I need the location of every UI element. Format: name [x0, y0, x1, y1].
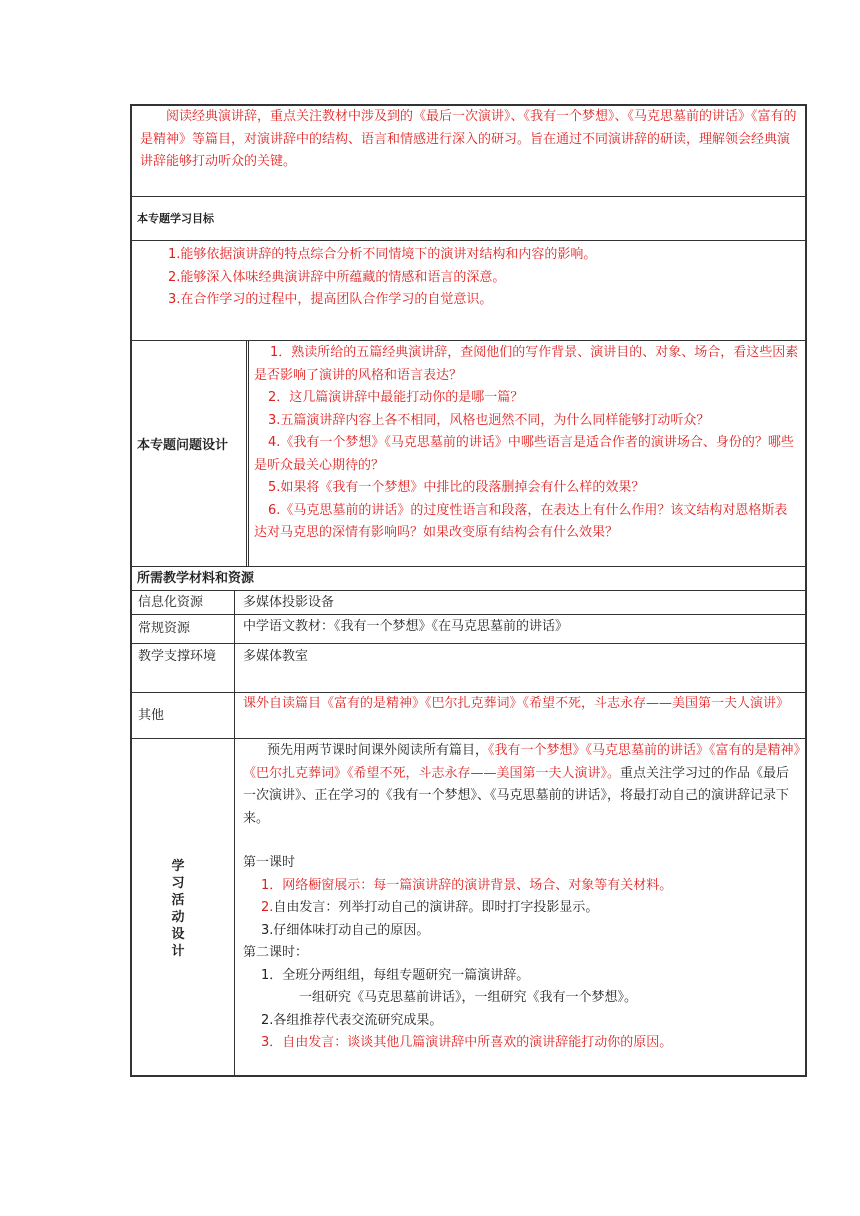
pre-reading-text: 预先用两节课时间课外阅读所有篇目，: [267, 743, 489, 758]
row-divider: [130, 738, 807, 739]
row-divider: [130, 196, 807, 197]
lesson-one-item: 自由发言：列举打动自己的演讲辞。即时打字投影显示。: [273, 900, 599, 915]
lesson-one-item: 3.仔细体味打动自己的原因。: [261, 922, 430, 938]
question-item: 1．熟读所给的五篇经典演讲辞，查阅他们的写作背景、演讲目的、对象、场合，看这些因素是否影响了演讲的风格和语言表达？: [254, 345, 799, 383]
goals-list: [168, 244, 798, 312]
goal-item: 1.能够依据演讲辞的特点综合分析不同情境下的演讲对结构和内容的影响。: [168, 247, 597, 262]
activities-label-text: 学习活动设计: [171, 859, 185, 959]
question-item: 2．这几篇演讲辞中最能打动你的是哪一篇？: [268, 390, 524, 405]
resources-heading: 所需教学材料和资源: [137, 571, 255, 586]
lesson-two-item: 1．全班分两组组，每组专题研究一篇演讲辞。: [261, 967, 530, 983]
resource-label: 教学支撑环境: [138, 649, 217, 664]
lesson-one-title: 第一课时: [243, 855, 296, 870]
resource-value: 多媒体投影设备: [243, 595, 335, 610]
row-divider: [130, 643, 807, 644]
row-divider: [130, 614, 807, 615]
lesson-two-item: 2.各组推荐代表交流研究成果。: [261, 1012, 443, 1028]
row-divider: [130, 240, 807, 241]
questions-list: [254, 342, 800, 545]
activities-label: [171, 858, 187, 960]
goal-item: 3.在合作学习的过程中，提高团队合作学习的自觉意识。: [168, 292, 493, 307]
lesson-two-item: 3．自由发言：谈谈其他几篇演讲辞中所喜欢的演讲辞能打动你的原因。: [261, 1035, 673, 1050]
pre-reading-focus: 重点关注学习过的作品《最后一次演讲》、正在学习的《我有一个梦想》、《马克思墓前的讲话》，将最打动自己的演讲辞记录下来。: [243, 765, 790, 826]
intro-paragraph: 阅读经典演讲辞，重点关注教材中涉及到的《最后一次演讲》、《我有一个梦想》、《马克思墓前的讲话》《富有的是精神》等篇目，对演讲辞中的结构、语言和情感进行深入的研习。旨在通过不同演讲辞的研读，理解领会经典演讲辞能够打动听众的关键。: [140, 109, 797, 169]
row-divider: [130, 590, 807, 591]
lesson-one-item-number: 2.: [261, 900, 274, 915]
resource-value: 中学语文教材：《我有一个梦想》《在马克思墓前的讲话》: [243, 619, 569, 634]
resource-value: 多媒体教室: [243, 649, 309, 664]
column-divider: [246, 340, 249, 566]
row-divider: [130, 340, 807, 341]
resource-value: 课外自读篇目《富有的是精神》《巴尔扎克葬词》《希望不死，斗志永存——美国第一夫人演讲》: [243, 696, 790, 711]
lesson-two-title: 第二课时：: [243, 945, 309, 960]
resource-label: 常规资源: [138, 621, 191, 636]
question-item: 4.《我有一个梦想》《马克思墓前的讲话》中哪些语言是适合作者的演讲场合、身份的？哪些是听众最关心期待的？: [254, 435, 794, 473]
row-divider: [130, 566, 807, 567]
lesson-two-item-detail: 一组研究《马克思墓前讲话》，一组研究《我有一个梦想》。: [299, 990, 638, 1005]
resource-label: 信息化资源: [138, 595, 204, 610]
question-item: 3.五篇演讲辞内容上各不相同，风格也迥然不同，为什么同样能够打动听众？: [268, 412, 710, 428]
column-divider: [234, 590, 235, 1077]
goals-heading: 本专题学习目标: [137, 212, 214, 225]
pre-reading-titles: 《我有一个梦想》《马克思墓前的讲话》《富有的是精神》《巴尔扎克葬词》《希望不死，斗志永存——美国第一夫人演讲》。: [243, 743, 801, 781]
activities-content: [243, 740, 801, 1055]
resource-label: 其他: [138, 708, 165, 723]
lesson-one-item: 1．网络橱窗展示：每一篇演讲辞的演讲背景、场合、对象等有关材料。: [261, 877, 673, 893]
goal-item: 2.能够深入体味经典演讲辞中所蕴藏的情感和语言的深意。: [168, 269, 506, 285]
question-item: 5.如果将《我有一个梦想》中排比的段落删掉会有什么样的效果？: [268, 480, 645, 495]
questions-label: 本专题问题设计: [137, 438, 229, 453]
question-item: 6.《马克思墓前的讲话》的过度性语言和段落，在表达上有什么作用？该文结构对恩格斯表达对马克思的深情有影响吗？如果改变原有结构会有什么效果？: [254, 502, 788, 540]
